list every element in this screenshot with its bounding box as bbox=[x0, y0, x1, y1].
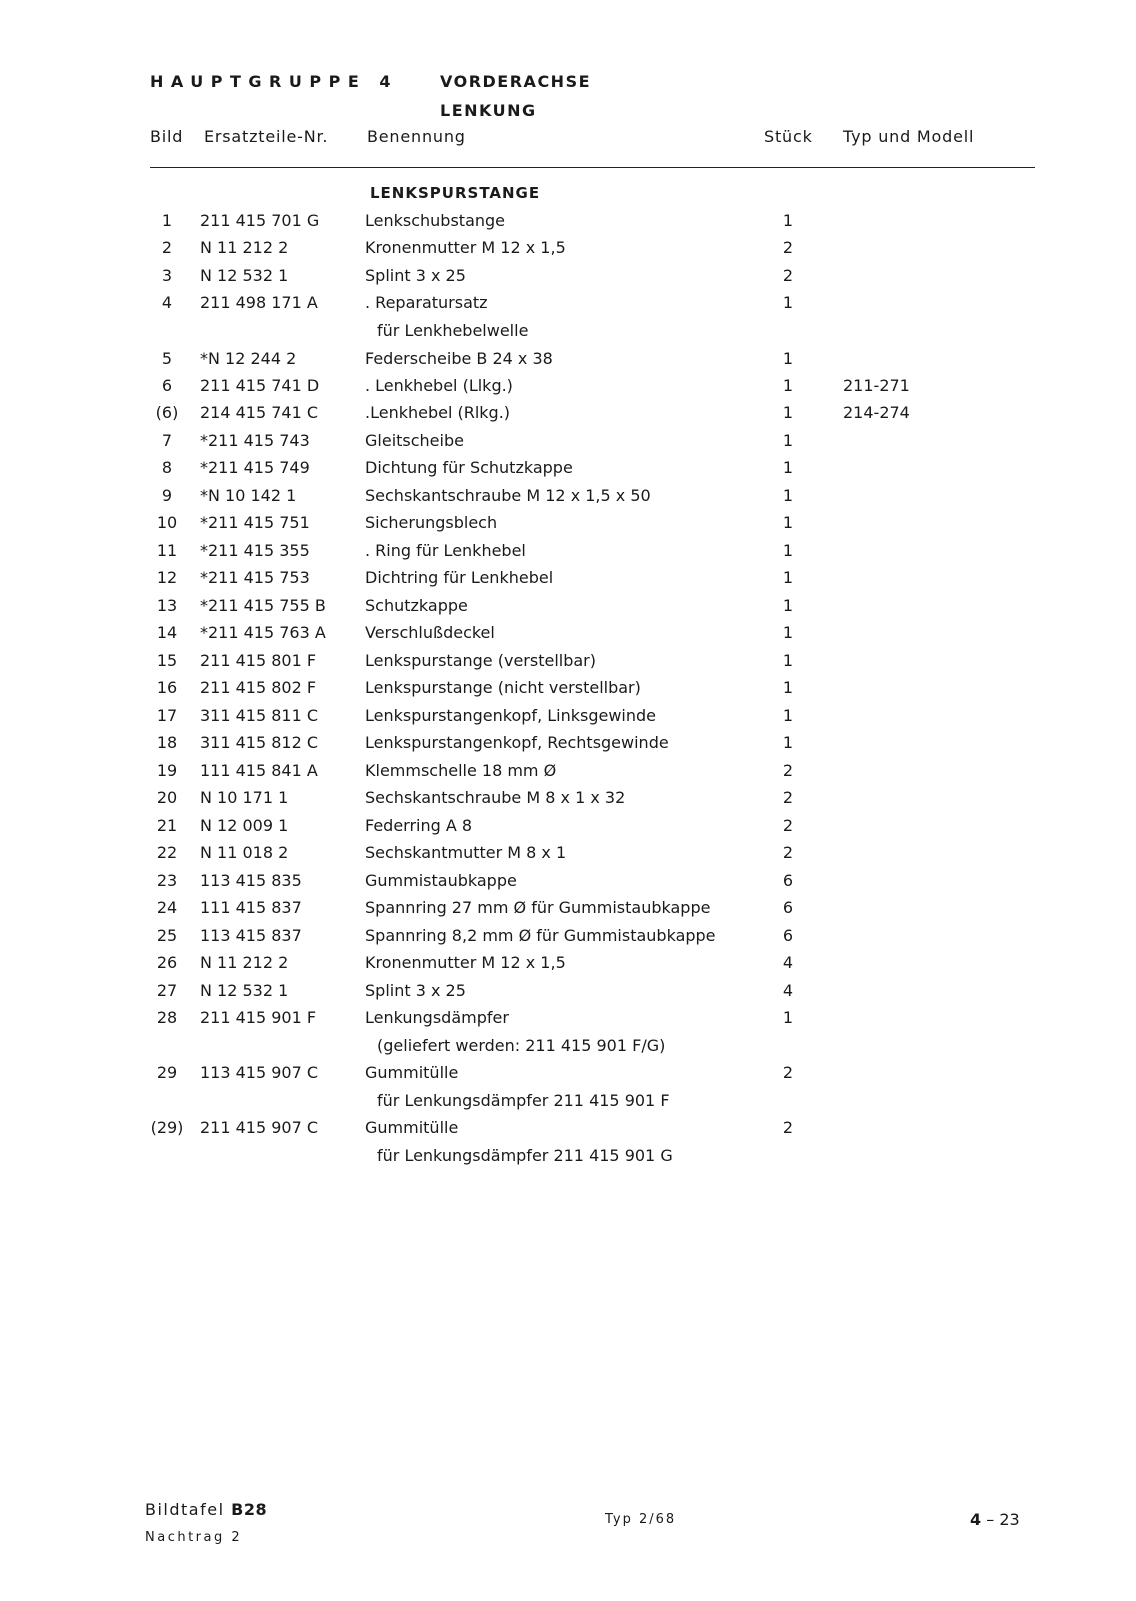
cell-description: Sechskantschraube M 12 x 1,5 x 50 bbox=[365, 486, 651, 505]
cell-bild: (29) bbox=[150, 1118, 184, 1137]
cell-description: Sechskantschraube M 8 x 1 x 32 bbox=[365, 788, 626, 807]
table-row bbox=[0, 1063, 1136, 1091]
table-row bbox=[0, 761, 1136, 789]
page-number bbox=[970, 1510, 1020, 1529]
cell-quantity: 1 bbox=[782, 623, 794, 642]
cell-quantity: 1 bbox=[782, 678, 794, 697]
table-row bbox=[0, 541, 1136, 569]
cell-quantity: 1 bbox=[782, 568, 794, 587]
cell-part-number: N 11 212 2 bbox=[200, 238, 289, 257]
column-header-benennung: Benennung bbox=[367, 127, 466, 146]
cell-part-number: *211 415 755 B bbox=[200, 596, 326, 615]
section-title-vorderachse: VORDERACHSE bbox=[440, 72, 592, 91]
cell-part-number: N 11 018 2 bbox=[200, 843, 289, 862]
cell-part-number: 113 415 907 C bbox=[200, 1063, 319, 1082]
column-header-stueck: Stück bbox=[764, 127, 813, 146]
cell-description: Lenkspurstange (verstellbar) bbox=[365, 651, 596, 670]
cell-bild: 10 bbox=[156, 513, 178, 532]
column-header-typ-modell: Typ und Modell bbox=[843, 127, 975, 146]
cell-description: Lenkungsdämpfer bbox=[365, 1008, 509, 1027]
cell-type: 211-271 bbox=[843, 376, 910, 395]
cell-bild: 19 bbox=[156, 761, 178, 780]
cell-quantity: 6 bbox=[782, 898, 794, 917]
cell-description: Sicherungsblech bbox=[365, 513, 498, 532]
cell-description: Splint 3 x 25 bbox=[365, 266, 466, 285]
cell-part-number: 211 498 171 A bbox=[200, 293, 318, 312]
table-row bbox=[0, 871, 1136, 899]
table-row bbox=[0, 266, 1136, 294]
cell-bild: 8 bbox=[161, 458, 173, 477]
table-row bbox=[0, 926, 1136, 954]
cell-description: Splint 3 x 25 bbox=[365, 981, 466, 1000]
bildtafel-code: B28 bbox=[231, 1500, 268, 1519]
cell-part-number: 211 415 901 F bbox=[200, 1008, 317, 1027]
cell-part-number: 111 415 841 A bbox=[200, 761, 318, 780]
cell-description: Verschlußdeckel bbox=[365, 623, 495, 642]
cell-bild: 1 bbox=[161, 211, 173, 230]
cell-quantity: 4 bbox=[782, 981, 794, 1000]
cell-description: Sechskantmutter M 8 x 1 bbox=[365, 843, 567, 862]
cell-description: Lenkspurstangenkopf, Linksgewinde bbox=[365, 706, 657, 725]
cell-part-number: N 10 171 1 bbox=[200, 788, 289, 807]
hauptgruppe-title: HAUPTGRUPPE 4 bbox=[150, 72, 398, 91]
cell-description: Dichtung für Schutzkappe bbox=[365, 458, 573, 477]
footer-typ: Typ 2/68 bbox=[605, 1512, 677, 1527]
cell-bild: 9 bbox=[161, 486, 173, 505]
cell-bild: 24 bbox=[156, 898, 178, 917]
cell-description: Kronenmutter M 12 x 1,5 bbox=[365, 238, 566, 257]
table-row bbox=[0, 458, 1136, 486]
table-row bbox=[0, 1118, 1136, 1146]
group-title: LENKSPURSTANGE bbox=[370, 184, 541, 202]
cell-bild: 5 bbox=[161, 349, 173, 368]
table-row bbox=[0, 376, 1136, 404]
description-continuation: für Lenkungsdämpfer 211 415 901 F bbox=[377, 1091, 670, 1110]
cell-quantity: 1 bbox=[782, 596, 794, 615]
cell-quantity: 2 bbox=[782, 1063, 794, 1082]
cell-part-number: 211 415 801 F bbox=[200, 651, 317, 670]
cell-type: 214-274 bbox=[843, 403, 910, 422]
table-row bbox=[0, 706, 1136, 734]
page-num: 23 bbox=[999, 1510, 1020, 1529]
cell-description: Dichtring für Lenkhebel bbox=[365, 568, 554, 587]
cell-bild: 18 bbox=[156, 733, 178, 752]
cell-quantity: 1 bbox=[782, 733, 794, 752]
cell-bild: 17 bbox=[156, 706, 178, 725]
table-row bbox=[0, 898, 1136, 926]
cell-description: Lenkspurstange (nicht verstellbar) bbox=[365, 678, 641, 697]
cell-part-number: N 12 532 1 bbox=[200, 981, 289, 1000]
table-row bbox=[0, 513, 1136, 541]
footer-nachtrag: Nachtrag 2 bbox=[145, 1530, 243, 1545]
page-dash: – bbox=[986, 1510, 995, 1529]
cell-description: Gummistaubkappe bbox=[365, 871, 517, 890]
cell-bild: 12 bbox=[156, 568, 178, 587]
cell-description: . Ring für Lenkhebel bbox=[365, 541, 526, 560]
table-row bbox=[0, 1008, 1136, 1036]
cell-bild: 20 bbox=[156, 788, 178, 807]
cell-part-number: *211 415 355 bbox=[200, 541, 310, 560]
cell-part-number: 211 415 802 F bbox=[200, 678, 317, 697]
cell-part-number: 211 415 701 G bbox=[200, 211, 320, 230]
cell-bild: 7 bbox=[161, 431, 173, 450]
cell-quantity: 2 bbox=[782, 788, 794, 807]
cell-description: . Lenkhebel (Llkg.) bbox=[365, 376, 513, 395]
table-row bbox=[0, 238, 1136, 266]
cell-bild: 27 bbox=[156, 981, 178, 1000]
cell-description: Spannring 8,2 mm Ø für Gummistaubkappe bbox=[365, 926, 716, 945]
cell-description: Lenkspurstangenkopf, Rechtsgewinde bbox=[365, 733, 669, 752]
cell-quantity: 6 bbox=[782, 926, 794, 945]
cell-bild: 14 bbox=[156, 623, 178, 642]
cell-bild: 26 bbox=[156, 953, 178, 972]
cell-quantity: 1 bbox=[782, 211, 794, 230]
table-row bbox=[0, 981, 1136, 1009]
column-header-bild: Bild bbox=[150, 127, 184, 146]
description-continuation: (geliefert werden: 211 415 901 F/G) bbox=[377, 1036, 666, 1055]
cell-quantity: 1 bbox=[782, 431, 794, 450]
table-row bbox=[0, 816, 1136, 844]
cell-quantity: 2 bbox=[782, 266, 794, 285]
cell-quantity: 2 bbox=[782, 238, 794, 257]
cell-description: . Reparatursatz bbox=[365, 293, 488, 312]
header-divider bbox=[150, 167, 1035, 168]
cell-part-number: 311 415 811 C bbox=[200, 706, 319, 725]
cell-part-number: 211 415 907 C bbox=[200, 1118, 319, 1137]
cell-part-number: *211 415 763 A bbox=[200, 623, 326, 642]
cell-bild: 21 bbox=[156, 816, 178, 835]
cell-description: Gummitülle bbox=[365, 1063, 459, 1082]
cell-quantity: 1 bbox=[782, 513, 794, 532]
section-title-lenkung: LENKUNG bbox=[440, 101, 537, 120]
cell-bild: 22 bbox=[156, 843, 178, 862]
cell-description: Lenkschubstange bbox=[365, 211, 506, 230]
cell-bild: 29 bbox=[156, 1063, 178, 1082]
table-row bbox=[0, 623, 1136, 651]
table-row bbox=[0, 733, 1136, 761]
cell-description: Schutzkappe bbox=[365, 596, 468, 615]
cell-part-number: 113 415 837 bbox=[200, 926, 302, 945]
cell-part-number: *N 10 142 1 bbox=[200, 486, 297, 505]
cell-description: .Lenkhebel (Rlkg.) bbox=[365, 403, 511, 422]
cell-quantity: 1 bbox=[782, 486, 794, 505]
table-row bbox=[0, 349, 1136, 377]
table-row bbox=[0, 678, 1136, 706]
cell-bild: 3 bbox=[161, 266, 173, 285]
footer-bildtafel bbox=[145, 1500, 267, 1519]
cell-part-number: 111 415 837 bbox=[200, 898, 302, 917]
table-row bbox=[0, 651, 1136, 679]
cell-description: Gummitülle bbox=[365, 1118, 459, 1137]
cell-description: Spannring 27 mm Ø für Gummistaubkappe bbox=[365, 898, 711, 917]
cell-bild: (6) bbox=[155, 403, 179, 422]
cell-part-number: *211 415 753 bbox=[200, 568, 310, 587]
cell-part-number: 311 415 812 C bbox=[200, 733, 319, 752]
cell-quantity: 1 bbox=[782, 651, 794, 670]
cell-bild: 23 bbox=[156, 871, 178, 890]
cell-quantity: 2 bbox=[782, 816, 794, 835]
table-row bbox=[0, 211, 1136, 239]
cell-bild: 16 bbox=[156, 678, 178, 697]
cell-bild: 11 bbox=[156, 541, 178, 560]
cell-part-number: 214 415 741 C bbox=[200, 403, 319, 422]
table-row bbox=[0, 293, 1136, 321]
table-row bbox=[0, 788, 1136, 816]
cell-description: Kronenmutter M 12 x 1,5 bbox=[365, 953, 566, 972]
cell-quantity: 1 bbox=[782, 1008, 794, 1027]
cell-bild: 28 bbox=[156, 1008, 178, 1027]
cell-quantity: 2 bbox=[782, 843, 794, 862]
table-row bbox=[0, 431, 1136, 459]
cell-part-number: N 12 532 1 bbox=[200, 266, 289, 285]
cell-quantity: 6 bbox=[782, 871, 794, 890]
cell-part-number: N 11 212 2 bbox=[200, 953, 289, 972]
cell-description: Klemmschelle 18 mm Ø bbox=[365, 761, 557, 780]
cell-quantity: 1 bbox=[782, 376, 794, 395]
table-row bbox=[0, 843, 1136, 871]
cell-description: Federscheibe B 24 x 38 bbox=[365, 349, 553, 368]
table-row bbox=[0, 596, 1136, 624]
cell-description: Federring A 8 bbox=[365, 816, 473, 835]
cell-bild: 4 bbox=[161, 293, 173, 312]
cell-part-number: *211 415 749 bbox=[200, 458, 310, 477]
cell-part-number: 211 415 741 D bbox=[200, 376, 320, 395]
cell-part-number: *N 12 244 2 bbox=[200, 349, 297, 368]
table-row bbox=[0, 953, 1136, 981]
cell-quantity: 4 bbox=[782, 953, 794, 972]
cell-bild: 13 bbox=[156, 596, 178, 615]
cell-bild: 2 bbox=[161, 238, 173, 257]
cell-quantity: 1 bbox=[782, 541, 794, 560]
cell-quantity: 2 bbox=[782, 1118, 794, 1137]
cell-part-number: *211 415 751 bbox=[200, 513, 310, 532]
table-row bbox=[0, 568, 1136, 596]
cell-quantity: 2 bbox=[782, 761, 794, 780]
cell-part-number: *211 415 743 bbox=[200, 431, 310, 450]
description-continuation: für Lenkungsdämpfer 211 415 901 G bbox=[377, 1146, 673, 1165]
cell-quantity: 1 bbox=[782, 293, 794, 312]
cell-quantity: 1 bbox=[782, 349, 794, 368]
table-row bbox=[0, 403, 1136, 431]
cell-description: Gleitscheibe bbox=[365, 431, 464, 450]
column-header-ersatzteile-nr: Ersatzteile-Nr. bbox=[204, 127, 329, 146]
cell-quantity: 1 bbox=[782, 706, 794, 725]
bildtafel-label: Bildtafel bbox=[145, 1500, 225, 1519]
cell-part-number: N 12 009 1 bbox=[200, 816, 289, 835]
cell-bild: 25 bbox=[156, 926, 178, 945]
cell-part-number: 113 415 835 bbox=[200, 871, 302, 890]
cell-quantity: 1 bbox=[782, 403, 794, 422]
cell-bild: 6 bbox=[161, 376, 173, 395]
cell-quantity: 1 bbox=[782, 458, 794, 477]
cell-bild: 15 bbox=[156, 651, 178, 670]
page-section: 4 bbox=[970, 1510, 982, 1529]
description-continuation: für Lenkhebelwelle bbox=[377, 321, 529, 340]
table-row bbox=[0, 486, 1136, 514]
